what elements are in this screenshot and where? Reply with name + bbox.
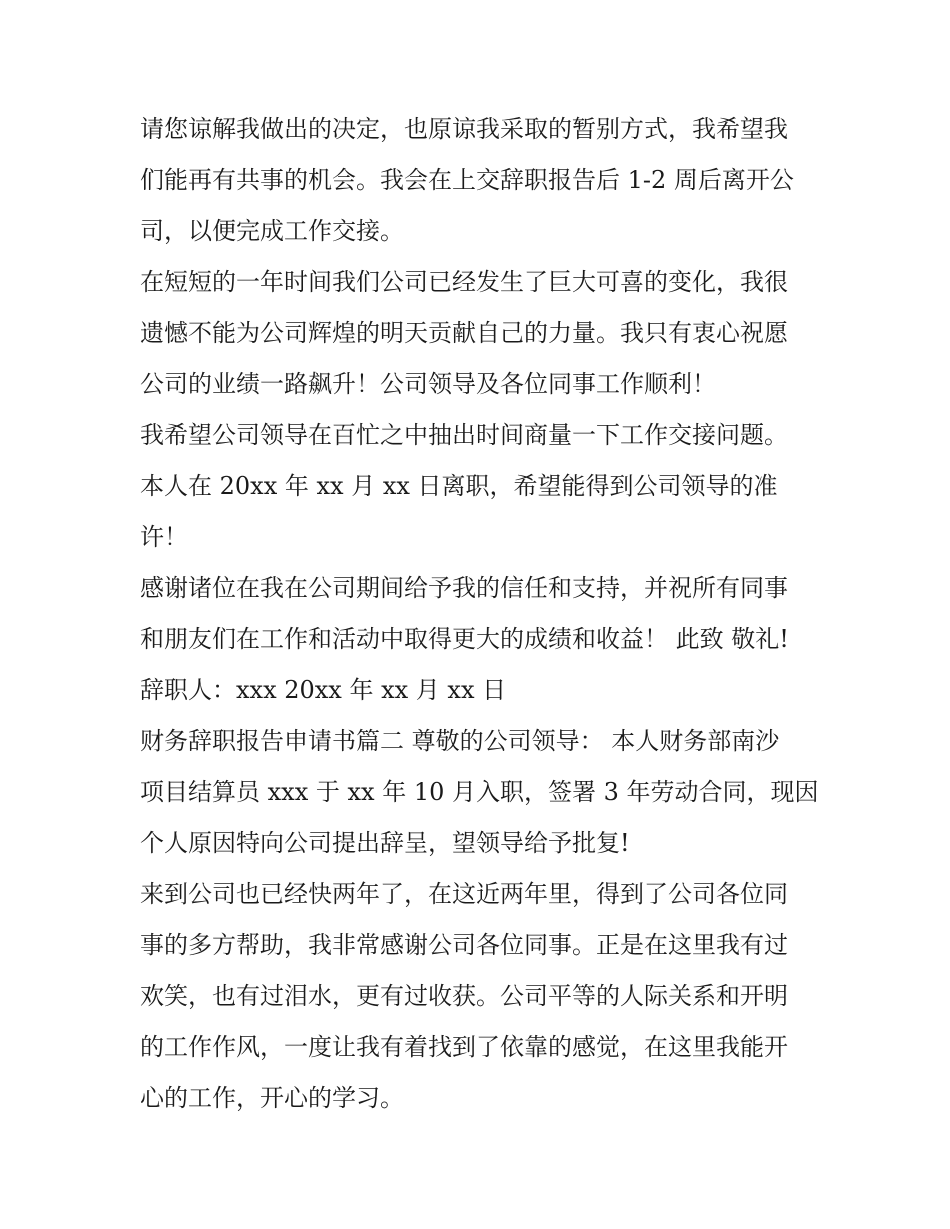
signature-line: 辞职人：xxx 20xx 年 xx 月 xx 日 xyxy=(140,676,507,704)
text-line: 心的工作，开心的学习。 xyxy=(140,1084,404,1112)
text-line: 在短短的一年时间我们公司已经发生了巨大可喜的变化，我很 xyxy=(140,268,788,296)
text-line: 来到公司也已经快两年了，在这近两年里，得到了公司各位同 xyxy=(140,880,788,908)
text-line: 司，以便完成工作交接。 xyxy=(140,217,404,245)
text-line: 的工作作风，一度让我有着找到了依靠的感觉，在这里我能开 xyxy=(140,1033,788,1061)
text-line: 许！ xyxy=(140,523,188,551)
text-line: 请您谅解我做出的决定，也原谅我采取的暂别方式，我希望我 xyxy=(140,115,788,143)
text-line: 项目结算员 xxx 于 xx 年 10 月入职，签署 3 年劳动合同，现因 xyxy=(140,778,819,806)
text-line: 们能再有共事的机会。我会在上交辞职报告后 1-2 周后离开公 xyxy=(140,166,794,194)
text-line: 和朋友们在工作和活动中取得更大的成绩和收益！ 此致 敬礼! xyxy=(140,625,789,653)
text-line: 遗憾不能为公司辉煌的明天贡献自己的力量。我只有衷心祝愿 xyxy=(140,319,788,347)
document-body xyxy=(140,104,820,1124)
text-line: 本人在 20xx 年 xx 月 xx 日离职，希望能得到公司领导的准 xyxy=(140,472,778,500)
text-line: 公司的业绩一路飙升！公司领导及各位同事工作顺利！ xyxy=(140,370,716,398)
text-line: 感谢诸位在我在公司期间给予我的信任和支持，并祝所有同事 xyxy=(140,574,788,602)
text-line: 我希望公司领导在百忙之中抽出时间商量一下工作交接问题。 xyxy=(140,421,788,449)
text-line: 事的多方帮助，我非常感谢公司各位同事。正是在这里我有过 xyxy=(140,931,788,959)
text-line: 欢笑，也有过泪水，更有过收获。公司平等的人际关系和开明 xyxy=(140,982,788,1010)
text-line: 个人原因特向公司提出辞呈，望领导给予批复! xyxy=(140,829,630,857)
text-line: 财务辞职报告申请书篇二 尊敬的公司领导： 本人财务部南沙 xyxy=(140,727,780,755)
